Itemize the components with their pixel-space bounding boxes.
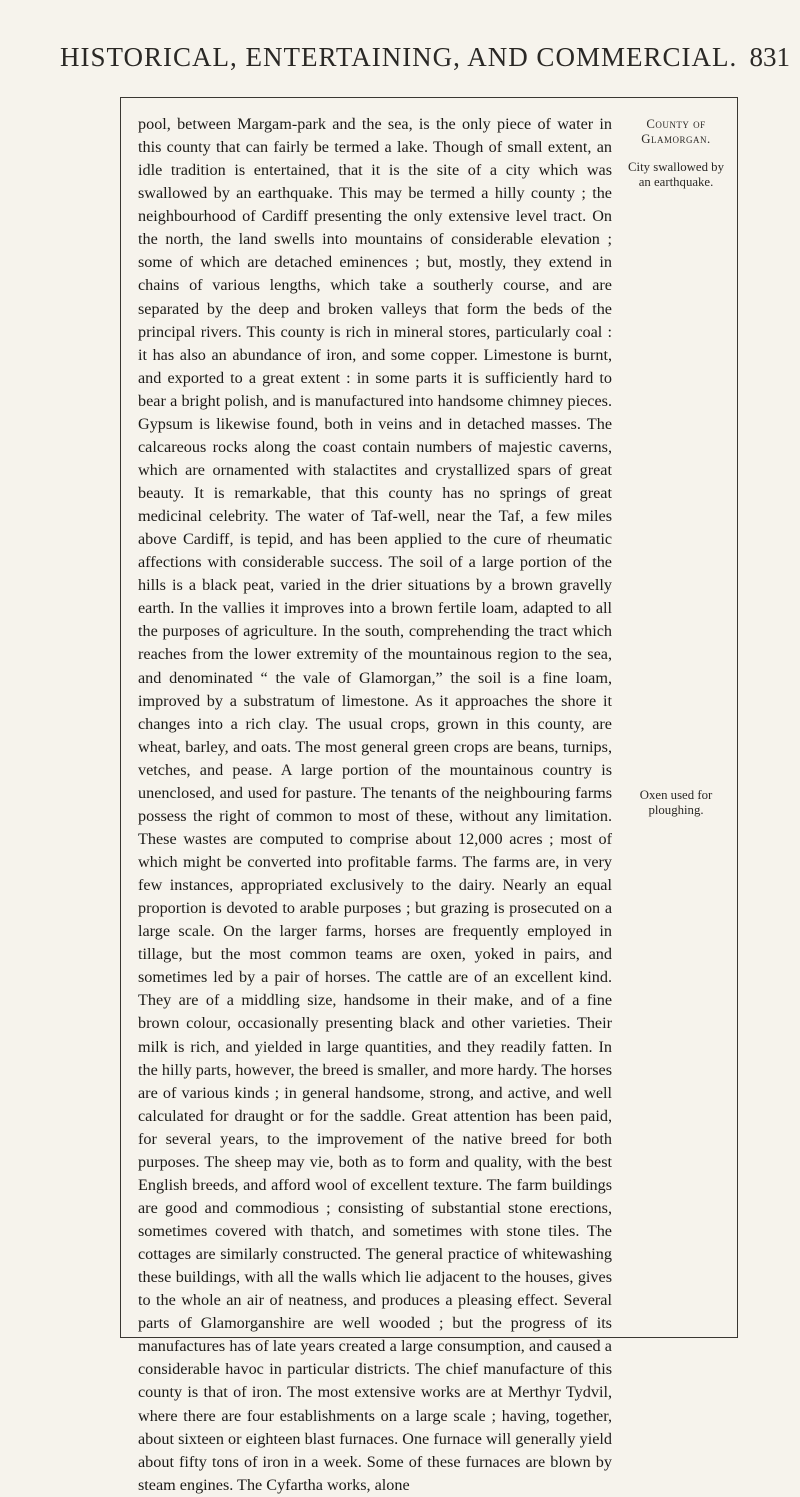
running-head xyxy=(60,42,790,82)
frame-rule-top xyxy=(120,97,738,98)
margin-note-city-swallowed: City swallowed by an earthquake. xyxy=(628,160,724,189)
body-paragraph: pool, between Margam-park and the sea, is the only piece of water in this county that can fairly be termed a lake. Though of small extent, an idle tradition is entertained, that it is the site of a city which was swallowed by an earthquake. This may be termed a hilly county ; the neighbourhood of Cardiff presenting the only extensive level tract. On the north, the land swells into mountains of considerable elevation ; some of which are detached eminences ; but, mostly, they extend in chains of various lengths, which take a southerly course, and are separated by the deep and broken valleys that form the beds of the principal rivers. This county is rich in mineral stores, particularly coal : it has also an abundance of iron, and some copper. Limestone is burnt, and exported to a great extent : in some parts it is sufficiently hard to bear a bright polish, and is manufactured into handsome chimney pieces. Gypsum is likewise found, both in veins and in detached masses. The calcareous rocks along the coast contain numbers of majestic caverns, which are ornamented with stalactites and crystallized spars of great beauty. It is remarkable, that this county has no springs of great medicinal celebrity. The water of Taf-well, near the Taf, a few miles above Cardiff, is tepid, and has been applied to the cure of rheumatic affections with considerable success. The soil of a large portion of the hills is a black peat, varied in the drier situations by a brown gravelly earth. In the vallies it improves into a brown fertile loam, adapted to all the purposes of agriculture. In the south, comprehending the tract which reaches from the lower extremity of the mountainous region to the sea, and denominated “ the vale of Glamorgan,” the soil is a fine loam, improved by a substratum of limestone. As it approaches the shore it changes into a rich clay. The usual crops, grown in this county, are wheat, barley, and oats. The most general green crops are beans, turnips, vetches, and pease. A large portion of the mountainous country is unenclosed, and used for pasture. The tenants of the neighbouring farms possess the right of common to most of these, without any limitation. These wastes are computed to comprise about 12,000 acres ; most of which might be converted into profitable farms. The farms are, in very few instances, appropriated exclusively to the dairy. Nearly an equal proportion is devoted to arable purposes ; but grazing is prosecuted on a large scale. On the larger farms, horses are frequently employed in tillage, but the most common teams are oxen, yoked in pairs, and sometimes led by a pair of horses. The cattle are of an excellent kind. They are of a middling size, handsome in their make, and of a fine brown colour, occasionally presenting black and other varieties. Their milk is rich, and yielded in large quantities, and they readily fatten. In the hilly parts, however, the breed is smaller, and more hardy. The horses are of various kinds ; in general handsome, strong, and active, and well calculated for draught or for the saddle. Great attention has been paid, for several years, to the improvement of the native breed for both purposes. The sheep may vie, both as to form and quality, with the best English breeds, and afford wool of excellent texture. The farm buildings are good and commodious ; consisting of substantial stone erections, sometimes covered with thatch, and sometimes with stone tiles. The cottages are similarly constructed. The general practice of whitewashing these buildings, with all the walls which lie adjacent to the houses, gives to the whole an air of neatness, and produces a pleasing effect. Several parts of Glamorganshire are well wooded ; but the progress of its manufactures has of late years created a large consumption, and caused a considerable havoc in particular districts. The chief manufacture of this county is that of iron. The most extensive works are at Merthyr Tydvil, where there are four establishments on a large scale ; having, together, about sixteen or eighteen blast furnaces. One furnace will generally yield about fifty tons of iron in a week. Some of these furnaces are blown by steam engines. The Cyfartha works, alone xyxy=(138,115,612,1494)
frame-rule-right xyxy=(737,97,738,1337)
frame-rule-left xyxy=(120,97,121,1337)
margin-note-county: County of Glamorgan. xyxy=(641,117,711,146)
running-title: HISTORICAL, ENTERTAINING, AND COMMERCIAL. xyxy=(60,42,738,72)
page-number: 831 xyxy=(749,42,790,72)
margin-note-oxen-ploughing: Oxen used for ploughing. xyxy=(639,788,713,817)
